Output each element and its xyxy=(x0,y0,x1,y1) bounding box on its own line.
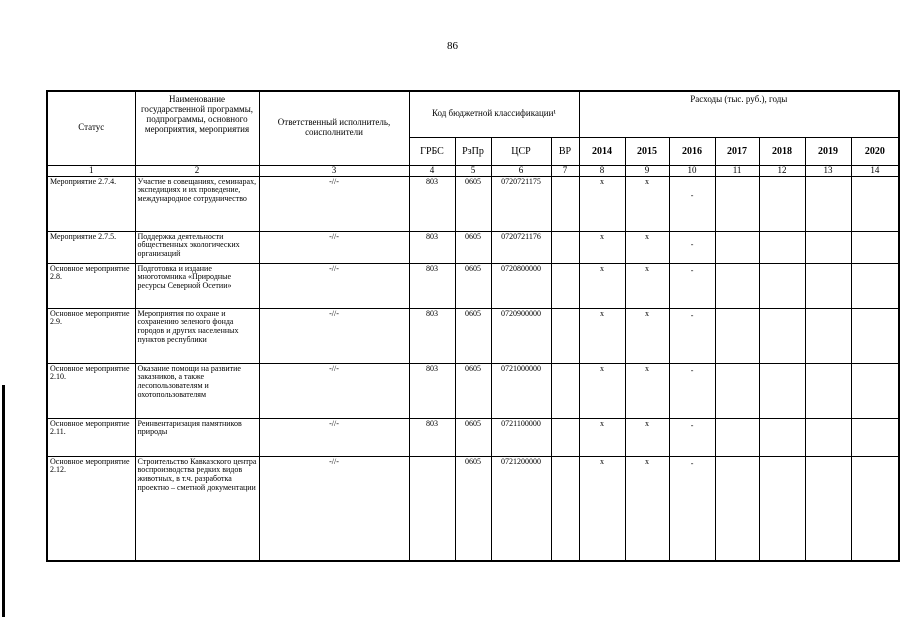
column-number: 14 xyxy=(851,165,899,176)
column-number-row xyxy=(47,165,899,176)
year-2017-cell xyxy=(715,363,759,418)
table-row xyxy=(47,308,899,363)
vr-cell xyxy=(551,308,579,363)
year-2016-cell xyxy=(669,263,715,308)
column-number: 3 xyxy=(259,165,409,176)
page-number: 86 xyxy=(447,40,458,52)
header-year-2018: 2018 xyxy=(759,137,805,165)
year-2020-cell xyxy=(851,363,899,418)
header-year-2014: 2014 xyxy=(579,137,625,165)
header-year-2016: 2016 xyxy=(669,137,715,165)
status-cell: Основное мероприятие 2.12. xyxy=(47,456,135,561)
table-body xyxy=(47,176,899,561)
header-status: Статус xyxy=(47,91,135,165)
table-row xyxy=(47,176,899,231)
header-expenses: Расходы (тыс. руб.), годы xyxy=(579,91,899,137)
column-number: 2 xyxy=(135,165,259,176)
name-cell: Строительство Кавказского центра воспроизводства редких видов животных, в т.ч. разработка проектно – сметной документации xyxy=(135,456,259,561)
year-2018-cell xyxy=(759,263,805,308)
executor-cell: -//- xyxy=(259,418,409,456)
budget-table xyxy=(46,90,900,562)
year-2014-cell: x xyxy=(579,231,625,263)
year-2017-cell xyxy=(715,231,759,263)
header-vr: ВР xyxy=(551,137,579,165)
table-row xyxy=(47,456,899,561)
header-budget-code: Код бюджетной классификации¹ xyxy=(409,91,579,137)
header-rzpr: РзПр xyxy=(455,137,491,165)
csr-cell: 0720721176 xyxy=(491,231,551,263)
name-cell: Реинвентаризация памятников природы xyxy=(135,418,259,456)
csr-cell: 0720800000 xyxy=(491,263,551,308)
year-2018-cell xyxy=(759,363,805,418)
year-2020-cell xyxy=(851,308,899,363)
vr-cell xyxy=(551,456,579,561)
year-2019-cell xyxy=(805,456,851,561)
year-2018-cell xyxy=(759,418,805,456)
header-csr: ЦСР xyxy=(491,137,551,165)
executor-cell: -//- xyxy=(259,456,409,561)
dash-mark: - xyxy=(690,239,694,249)
year-2018-cell xyxy=(759,456,805,561)
year-2014-cell: x xyxy=(579,456,625,561)
column-number: 5 xyxy=(455,165,491,176)
year-2020-cell xyxy=(851,418,899,456)
year-2017-cell xyxy=(715,263,759,308)
year-2018-cell xyxy=(759,308,805,363)
column-number: 4 xyxy=(409,165,455,176)
csr-cell: 0721000000 xyxy=(491,363,551,418)
year-2017-cell xyxy=(715,418,759,456)
name-cell: Поддержка деятельности общественных экологических организаций xyxy=(135,231,259,263)
rzpr-cell: 0605 xyxy=(455,363,491,418)
header-grbs: ГРБС xyxy=(409,137,455,165)
year-2016-cell xyxy=(669,231,715,263)
year-2015-cell: x xyxy=(625,308,669,363)
grbs-cell: 803 xyxy=(409,176,455,231)
year-2015-cell: x xyxy=(625,263,669,308)
year-2020-cell xyxy=(851,231,899,263)
status-cell: Основное мероприятие 2.10. xyxy=(47,363,135,418)
year-2014-cell: x xyxy=(579,263,625,308)
year-2015-cell: x xyxy=(625,363,669,418)
grbs-cell: 803 xyxy=(409,231,455,263)
year-2016-cell xyxy=(669,363,715,418)
grbs-cell xyxy=(409,456,455,561)
status-cell: Основное мероприятие 2.8. xyxy=(47,263,135,308)
year-2020-cell xyxy=(851,263,899,308)
year-2017-cell xyxy=(715,456,759,561)
year-2016-cell xyxy=(669,456,715,561)
rzpr-cell: 0605 xyxy=(455,456,491,561)
header-name: Наименование государственной программы, подпрограммы, основного мероприятия, мероприятия xyxy=(135,91,259,165)
grbs-cell: 803 xyxy=(409,263,455,308)
vr-cell xyxy=(551,176,579,231)
name-cell: Оказание помощи на развитие заказников, а также лесопользователям и охотопользователям xyxy=(135,363,259,418)
executor-cell: -//- xyxy=(259,363,409,418)
year-2014-cell: x xyxy=(579,418,625,456)
grbs-cell: 803 xyxy=(409,363,455,418)
year-2019-cell xyxy=(805,418,851,456)
header-year-2019: 2019 xyxy=(805,137,851,165)
year-2017-cell xyxy=(715,308,759,363)
dash-mark: - xyxy=(690,458,694,468)
table-row xyxy=(47,418,899,456)
vr-cell xyxy=(551,263,579,308)
year-2014-cell: x xyxy=(579,363,625,418)
executor-cell: -//- xyxy=(259,263,409,308)
csr-cell: 0721100000 xyxy=(491,418,551,456)
vr-cell xyxy=(551,231,579,263)
name-cell: Участие в совещаниях, семинарах, экспедициях и их проведение, международное сотрудничество xyxy=(135,176,259,231)
table-row xyxy=(47,363,899,418)
rzpr-cell: 0605 xyxy=(455,308,491,363)
year-2014-cell: x xyxy=(579,308,625,363)
status-cell: Мероприятие 2.7.4. xyxy=(47,176,135,231)
name-cell: Подготовка и издание многотомника «Природные ресурсы Северной Осетии» xyxy=(135,263,259,308)
grbs-cell: 803 xyxy=(409,418,455,456)
year-2017-cell xyxy=(715,176,759,231)
column-number: 7 xyxy=(551,165,579,176)
scan-edge-mark xyxy=(2,385,5,617)
column-number: 8 xyxy=(579,165,625,176)
year-2018-cell xyxy=(759,231,805,263)
table-row xyxy=(47,263,899,308)
csr-cell: 0721200000 xyxy=(491,456,551,561)
year-2018-cell xyxy=(759,176,805,231)
header-year-2020: 2020 xyxy=(851,137,899,165)
name-cell: Мероприятия по охране и сохранению зеленого фонда городов и других населенных пунктов республики xyxy=(135,308,259,363)
table-row xyxy=(47,231,899,263)
status-cell: Основное мероприятие 2.11. xyxy=(47,418,135,456)
year-2020-cell xyxy=(851,456,899,561)
rzpr-cell: 0605 xyxy=(455,418,491,456)
executor-cell: -//- xyxy=(259,308,409,363)
rzpr-cell: 0605 xyxy=(455,176,491,231)
column-number: 12 xyxy=(759,165,805,176)
year-2015-cell: x xyxy=(625,456,669,561)
vr-cell xyxy=(551,418,579,456)
executor-cell: -//- xyxy=(259,231,409,263)
column-number: 13 xyxy=(805,165,851,176)
grbs-cell: 803 xyxy=(409,308,455,363)
year-2015-cell: x xyxy=(625,176,669,231)
dash-mark: - xyxy=(690,310,694,320)
year-2019-cell xyxy=(805,363,851,418)
vr-cell xyxy=(551,363,579,418)
year-2019-cell xyxy=(805,263,851,308)
year-2016-cell xyxy=(669,308,715,363)
year-2019-cell xyxy=(805,308,851,363)
year-2020-cell xyxy=(851,176,899,231)
header-year-2017: 2017 xyxy=(715,137,759,165)
column-number: 10 xyxy=(669,165,715,176)
year-2015-cell: x xyxy=(625,231,669,263)
year-2019-cell xyxy=(805,176,851,231)
status-cell: Мероприятие 2.7.5. xyxy=(47,231,135,263)
dash-mark: - xyxy=(690,190,694,200)
dash-mark: - xyxy=(690,365,694,375)
rzpr-cell: 0605 xyxy=(455,231,491,263)
header-executor: Ответственный исполнитель, соисполнители xyxy=(259,91,409,165)
dash-mark: - xyxy=(690,265,694,275)
header-year-2015: 2015 xyxy=(625,137,669,165)
year-2016-cell xyxy=(669,176,715,231)
year-2014-cell: x xyxy=(579,176,625,231)
column-number: 9 xyxy=(625,165,669,176)
status-cell: Основное мероприятие 2.9. xyxy=(47,308,135,363)
executor-cell: -//- xyxy=(259,176,409,231)
csr-cell: 0720721175 xyxy=(491,176,551,231)
csr-cell: 0720900000 xyxy=(491,308,551,363)
year-2016-cell xyxy=(669,418,715,456)
rzpr-cell: 0605 xyxy=(455,263,491,308)
column-number: 6 xyxy=(491,165,551,176)
year-2015-cell: x xyxy=(625,418,669,456)
column-number: 1 xyxy=(47,165,135,176)
dash-mark: - xyxy=(690,420,694,430)
column-number: 11 xyxy=(715,165,759,176)
year-2019-cell xyxy=(805,231,851,263)
